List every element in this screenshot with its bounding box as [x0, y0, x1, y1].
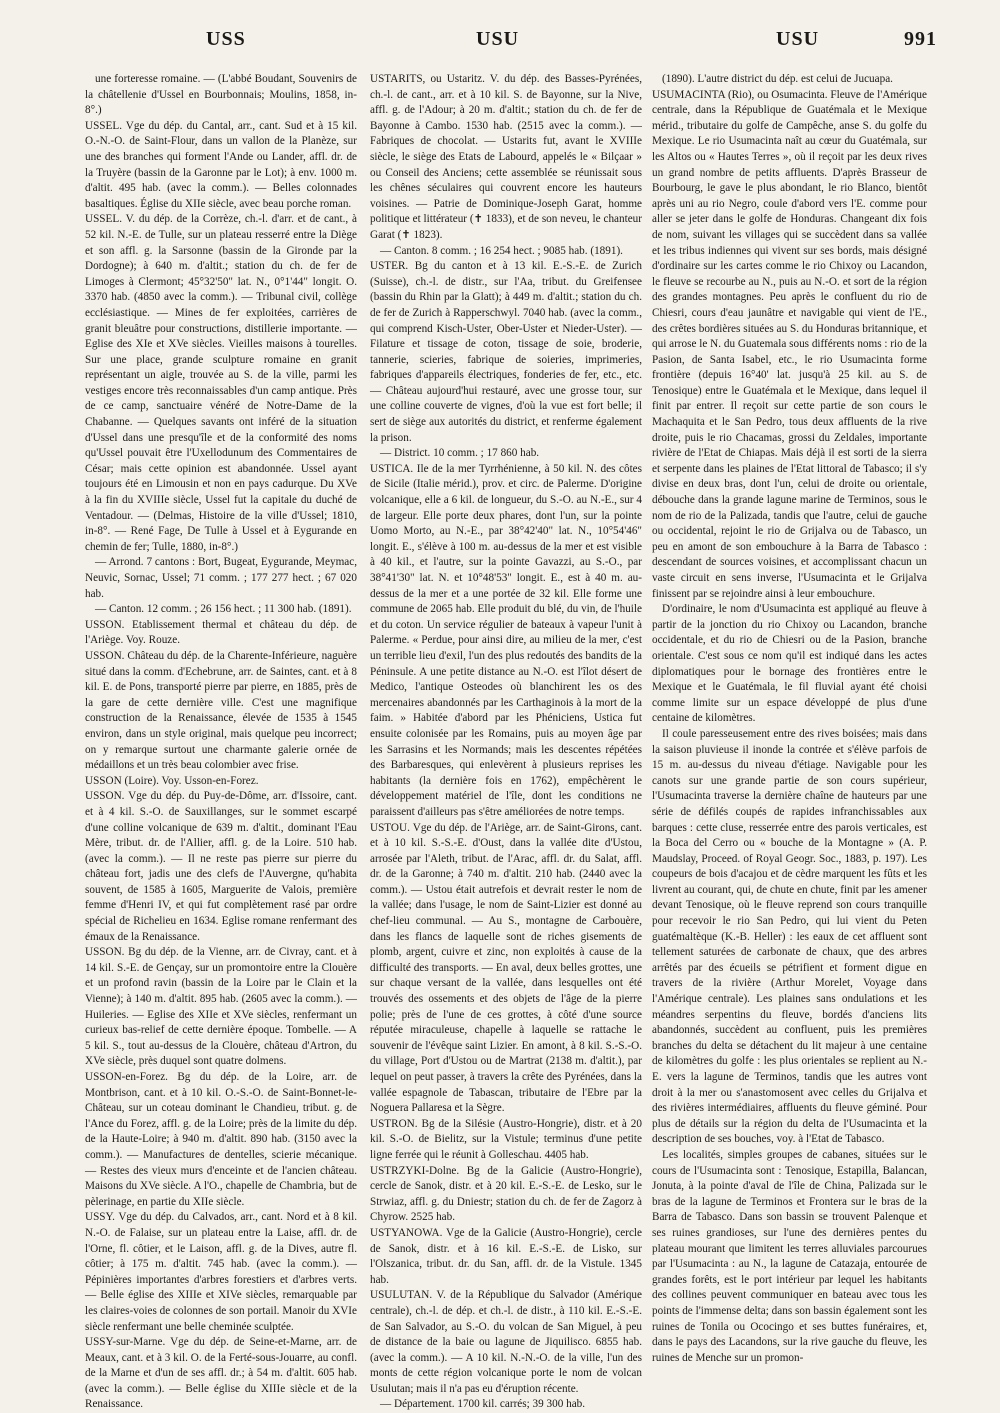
entry-paragraph: USSEL. V. du dép. de la Corrèze, ch.-l. d'arr. et de cant., à 52 kil. N.-E. de Tulle, sur un plateau resserré entre la Diège et son affl. g. la Sarsonne (bassin de la Gironde par la Dordogne); à 640 m. d'altit.; station du ch. de fer de Limoges à Clermont; 45°32'50" lat. N., 0°1'44" longit. O. 3370 hab. (4850 avec la comm.). — Tribunal civil, collège ecclésiastique. — Mines de fer exploitées, carrières de granit bleuâtre pour constructions, distillerie importante. — Eglise des XIe et XVe siècles. Vieilles maisons à tourelles. Sur une place, grande sculpture romaine en granit représentant un aigle, trouvée au S. de la ville, parmi les vestiges encore très reconnaissables d'un camp antique. Près de ce camp, sanctuaire vénéré de Notre-Dame de la Chabanne. — Quelques savants ont inféré de la situation d'Ussel dans une presqu'île et de la conformité des noms qu'Ussel pouvait être l'Uxellodunum des Commentaires de César; mais cette opinion est abandonnée. Ussel ayant toujours été en Limousin et non en pays cadurque. Du XVe à la fin du XVIIIe siècle, Ussel fut la capitale du duché de Ventadour. — (Delmas, Histoire de la ville d'Ussel; 1810, in-8°. — René Fage, De Tulle à Ussel et à Eygurande en chemin de fer; Tulle, 1880, in-8°.): [85, 213, 357, 553]
entry-paragraph: USSON. Vge du dép. du Puy-de-Dôme, arr. d'Issoire, cant. et à 4 kil. S.-O. de Sauxillanges, sur le sommet escarpé d'une colline volcanique de 639 m. d'altit., dominant l'Eau Mère, tribut. dr. de l'Allier, affl. g. de la Loire. 510 hab. (avec la comm.). — Il ne reste pas pierre sur pierre du château fort, jadis une des clefs de l'Auvergne, qu'habita souvent, de 1585 à 1605, Marguerite de Valois, première femme d'Henri IV, et qui fut complètement rasé par ordre spécial de Richelieu en 1634. Eglise romane renfermant des émaux de la Renaissance.: [85, 790, 357, 943]
entry-paragraph: USTARITS, ou Ustaritz. V. du dép. des Basses-Pyrénées, ch.-l. de cant., arr. et à 10 kil. S. de Bayonne, sur la Nive, affl. g. de l'Adour; à 20 m. d'altit.; station du ch. de fer de Bayonne à Cambo. 1530 hab. (2515 avec la comm.). — Fabriques de chocolat. — Ustarits fut, avant le XVIIIe siècle, le siège des Etats de Labourd, appelés le « Bilçaar » ou Conseil des Anciens; cette assemblée se réunissait sous les chênes séculaires qui couvrent encore les hauteurs voisines. — Patrie de Dominique-Joseph Garat, homme politique et littérateur (✝ 1833), et de son neveu, le chanteur Garat (✝ 1823).: [370, 73, 642, 241]
entry-paragraph: Il coule paresseusement entre des rives boisées; mais dans la saison pluvieuse il inonde la contrée et s'élève parfois de 15 m. au-dessus du niveau d'étiage. Navigable pour les canots sur une grande partie de son cours supérieur, l'Usumacinta traverse la dernière chaîne de hauteurs par une série de défilés coupés de rapides infranchissables aux barques : cette cluse, resserrée entre des parois verticales, est la Boca del Cerro ou « bouche de la Montagne » (A. P. Maudslay, Proceed. of Royal Geogr. Soc., 1883, p. 197). Les coupeurs de bois d'acajou et de cèdre marquent les fûts et les livrent au courant, qui, de chute en chute, finit par les amener devant Tenosique, où le fleuve reprend son cours tranquille pour recevoir le rio San Pedro, qui lui vient du Peten guatémaltèque (K.-B. Heller) : les eaux de cet affluent sont tellement saturées de carbonate de chaux, que des arbres arrêtés par des écueils se pétrifient et forment digue en travers de la rivière (Arthur Morelet, Voyage dans l'Amérique centrale). Les plaines sans ondulations et les méandres serpentins du fleuve, bordés d'anciens lits abandonnés, succèdent au confluent, puis les premières branches du delta se détachent du lit majeur à une centaine de kilomètres du golfe : les plus orientales se replient au N.-E. vers la lagune de Terminos, tandis que les autres vont droit à la mer ou s'anastomosent avec celles du Grijalva et des rivières intermédiaires, affluents du fleuve géminé. Pour plus de détails sur la région du delta de l'Usumacinta et la description de ses bouches, voy. à l'Etat de Tabasco.: [652, 727, 927, 1146]
entry-paragraph: USTOU. Vge du dép. de l'Ariège, arr. de Saint-Girons, cant. et à 10 kil. S.-S.-E. d'Oust, dans la vallée dite d'Ustou, arrosée par l'Aleth, tribut. de l'Arac, affl. dr. du Salat, affl. dr. de la Garonne; à 740 m. d'altit. 210 hab. (2440 avec la comm.). — Ustou était autrefois et devrait rester le nom de la vallée; dans l'usage, le nom de Saint-Lizier est donné au chef-lieu communal. — Au S., montagne de Carbouère, dans les flancs de laquelle sont de riches gisements de plomb, argent, cuivre et zinc, non exploités à cause de la difficulté des transports. — En aval, deux belles grottes, une sur chaque versant de la vallée, dans lesquelles ont été trouvés des ossements et des objets de l'âge de la pierre polie; près de l'une de ces grottes, à côté d'une source réputée miraculeuse, chapelle à laquelle se rattache le souvenir de l'évêque saint Lizier. En amont, à 8 kil. S.-S.-O. du village, Port d'Ustou ou de Martrat (2138 m. d'altit.), par lequel on peut passer, à travers la crête des Pyrénées, dans la vallée espagnole de Tabascan, tributaire de l'Ebre par la Noguera Pallaresa et la Sègre.: [370, 821, 642, 1115]
entry-paragraph: — District. 10 comm. ; 17 860 hab.: [380, 447, 540, 460]
entry-paragraph: USTYANOWA. Vge de la Galicie (Austro-Hongrie), cercle de Sanok, distr. et à 16 kil. E.-S.-E. de Lisko, sur l'Olszanica, tribut. dr. du San, affl. dr. de la Vistule. 1345 hab.: [370, 1226, 642, 1286]
entry-paragraph: USSY-sur-Marne. Vge du dép. de Seine-et-Marne, arr. de Meaux, cant. et à 3 kil. O. de la Ferté-sous-Jouarre, au confl. de la Marne et d'un de ses affl. dr.; à 54 m. d'altit. 605 hab. (avec la comm.). — Belle église du XIIIe siècle et de la Renaissance.: [85, 1336, 357, 1411]
entry-paragraph: USSON. Château du dép. de la Charente-Inférieure, naguère situé dans la comm. d'Echebrune, arr. de Saintes, cant. et à 8 kil. E. de Pons, transporté pierre par pierre, en 1885, près de la gare de cette dernière ville. C'est une magnifique construction de la Renaissance, élevée de 1535 à 1545 environ, dans un style original, mais quelque peu incorrect; on y remarque surtout une charmante galerie ornée de médaillons et un très beau colombier avec frise.: [85, 649, 357, 772]
header-center-guideword: USU: [476, 28, 520, 50]
text-column-right: [652, 72, 927, 1372]
entry-paragraph: — Canton. 8 comm. ; 16 254 hect. ; 9085 hab. (1891).: [380, 244, 623, 257]
page-number: 991: [904, 28, 937, 50]
entry-paragraph: USTER. Bg du canton et à 13 kil. E.-S.-E. de Zurich (Suisse), ch.-l. de distr., sur l'Aa, tribut. du Greifensee (bassin du Rhin par la Glatt); à 449 m. d'altit.; station du ch. de fer de Zurich à Rapperschwyl. 7040 hab. (avec la comm., qui comprend Kisch-Uster, Ober-Uster et Nieder-Uster). — Filature et tissage de coton, tissage de soie, broderie, tannerie, scieries, fabrique de soieries, imprimeries, fabriques d'appareils électriques, fonderies de fer, etc., etc. — Château aujourd'hui restauré, avec une grosse tour, sur une colline couverte de vignes, d'où la vue est fort belle; il sert de siège aux autorités du district, et renferme également la prison.: [370, 260, 642, 444]
entry-paragraph: — Département. 1700 kil. carrés; 39 300 hab.: [380, 1398, 586, 1411]
entry-paragraph: une forteresse romaine. — (L'abbé Boudant, Souvenirs de la châtellenie d'Ussel en Bourbonnais; Moulins, 1858, in-8°.): [85, 73, 357, 117]
entry-paragraph: — Canton. 12 comm. ; 26 156 hect. ; 11 300 hab. (1891).: [95, 603, 352, 616]
entry-paragraph: USULUTAN. V. de la République du Salvador (Amérique centrale), ch.-l. de dép. et ch.-l. de distr., à 110 kil. E.-S.-E. de San Salvador, au S.-O. du volcan de San Miguel, à peu de distance de la baie ou lagune de Jiquilisco. 6855 hab. (avec la comm.). — A 10 kil. N.-N.-O. de la ville, l'un des monts de cette région volcanique porte le nom de volcan Usulutan; mais il n'a pas eu d'éruption récente.: [370, 1289, 642, 1395]
text-column-left: [85, 72, 357, 1411]
entry-paragraph: USSON (Loire). Voy. Usson-en-Forez.: [85, 774, 259, 787]
entry-paragraph: Les localités, simples groupes de cabanes, situées sur le cours de l'Usumacinta sont : Tenosique, Estapilla, Balancan, Jonuta, à la pointe d'aval de l'île de China, Palizada sur le bras de la lagune de Terminos et Frontera sur le bras de la Barra de Tabasco. Dans son bassin se trouvent Palenque et ses ruines grandioses, sur l'une des dernières pentes du plateau mourant que limitent les terres alluviales parcourues par l'Usumacinta : au N., la lagune de Catazaja, entourée de grandes forêts, est le port intérieur par lequel les habitants des collines peuvent communiquer en bateau avec tous les points de l'immense delta; dans son bassin également sont les ruines de Tonila ou Ococingo et ses buttes funéraires, et, dans le pays des Lacandons, sur la rive gauche du fleuve, les ruines de Menche sur un promon-: [652, 1148, 927, 1364]
header-right-guideword: USU: [776, 28, 820, 50]
entry-paragraph: USSON. Etablissement thermal et château du dép. de l'Ariège. Voy. Rouze.: [85, 618, 357, 647]
header-left-guideword: USS: [206, 28, 246, 50]
entry-paragraph: USTRZYKI-Dolne. Bg de la Galicie (Austro-Hongrie), cercle de Sanok, distr. et à 20 kil. E.-S.-E. de Lesko, sur le Strwiaz, affl. g. du Dniestr; station du ch. de fer de Zagorz à Chyrow. 2525 hab.: [370, 1164, 642, 1224]
entry-paragraph: USTICA. Ile de la mer Tyrrhénienne, à 50 kil. N. des côtes de Sicile (Italie mérid.), prov. et circ. de Palerme. D'origine volcanique, elle a 6 kil. de longueur, du S.-O. au N.-E., sur 4 de largeur. Elle porte deux phares, dont l'un, sur la pointe Uomo Morto, au N.-E., par 38°42'40" lat. N., 10°54'46" longit. E., s'élève à 100 m. au-dessus de la mer et est visible à 40 kil., et l'autre, sur la pointe Gavazzi, au S.-O., par 38°41'30" lat. N. et 10°48'53" longit. E., est à 40 m. au-dessus de la mer et a une portée de 32 kil. Elle forme une commune de 2065 hab. Elle produit du blé, du vin, de l'huile et du coton. Un service régulier de bateaux à vapeur l'unit à Palerme. « Perdue, pour ainsi dire, au milieu de la mer, c'est un terrible lieu d'exil, l'un des plus redoutés des bandits de la Péninsule. A une petite distance au N.-O. est l'îlot désert de Medico, l'antique Osteodes où blanchirent les os des mercenaires abandonnés par les Carthaginois à la mort de la faim. » Habitée d'abord par les Phéniciens, Ustica fut ensuite colonisée par les Romains, puis au moyen âge par les Sarrasins et les Normands; mais les descentes répétées des Barbaresques, qui enlevèrent à plusieurs reprises les habitants (la dernière fois en 1762), empêchèrent le développement matériel de l'île, dont les conditions ne paraissent d'ailleurs pas s'être améliorées de notre temps.: [370, 462, 642, 818]
entry-paragraph: USSON. Bg du dép. de la Vienne, arr. de Civray, cant. et à 14 kil. S.-E. de Gençay, sur un promontoire entre la Clouère et un profond ravin (bassin de la Loire par le Clain et la Vienne); à 140 m. d'altit. 895 hab. (2605 avec la comm.). — Huileries. — Eglise des XIIe et XVe siècles, renfermant un curieux bas-relief de cette dernière époque. Tombelle. — A 5 kil. S., tout au-dessus de la Clouère, château d'Artron, du XVe siècle, près duquel sont quatre dolmens.: [85, 946, 357, 1068]
entry-paragraph: USUMACINTA (Rio), ou Osumacinta. Fleuve de l'Amérique centrale, dans la République de Guatémala et le Mexique mérid., tributaire du golfe de Campêche, anse S. du golfe du Mexique. Le rio Usumacinta naît au cœur du Guatémala, sur les Altos ou « Hautes Terres », où il reçoit par les deux rives un grand nombre de petits affluents. D'après Brasseur de Bourbourg, le gave le plus abondant, le rio Blanco, bientôt après uni au rio Negro, coule d'abord vers l'E. comme pour aller se jeter dans le golfe de Honduras. Changeant dix fois de nom, suivant les villages qui se succèdent dans sa vallée et les tribus indiennes qui vivent sur ses bords, mais désigné d'ordinaire sur les cartes comme le rio Chixoy ou Lacandon, le fleuve se recourbe au N., puis au N.-O. et sort de la région des grandes montagnes. Peu après le confluent du rio de Chiesri, cours d'eau jaunâtre et navigable qui vient de l'E., des crêtes bordières situées au S. du Honduras britannique, et qui arrose le N. du Guatemala sous différents noms : rio de la Pasion, de Santa Isabel, etc., le rio Usumacinta forme frontière (depuis 16°40' lat. jusqu'à 25 kil. au S. de Tenosique) entre le Guatémala et le Mexique, dans lequel il finit par entrer. Il reçoit sur cette partie de son cours le Machaquita et le San Pedro, tous deux affluents de la rive droite, puis le rio Chacamas, grossi du Zeldales, importante rivière de l'Etat de Chiapas. Mais déjà il est sorti de la sierra et serpente dans les plaines de l'Etat littoral de Tabasco; il s'y divise en deux bras, dont l'un, celui de droite ou orientale, débouche dans la grande lagune marine de Terminos, sous le nom de rio de la Palizada, tandis que l'autre, celui de gauche ou occidental, rejoint le rio de Grijalva ou de Tabasco, un peu en amont de son embouchure à la Barra de Tabasco : descendant de sources voisines, et accomplissant chacun un vaste circuit en sens inverse, l'Usumacinta et le Grijalva finissent par se rejoindre ainsi à leur embouchure.: [652, 88, 927, 600]
entry-paragraph: D'ordinaire, le nom d'Usumacinta est appliqué au fleuve à partir de la jonction du rio Chixoy ou Lacandon, branche occidentale, et du rio de Chiesri ou de la Pasion, branche orientale. C'est sous ce nom qu'il est indiqué dans les actes diplomatiques pour le bornage des frontières entre le Mexique et le Guatémala, le fil fluvial ayant été choisi comme limite sur un espace développé de plus d'une centaine de kilomètres.: [652, 603, 927, 725]
running-header: [0, 28, 1000, 58]
entry-paragraph: USSEL. Vge du dép. du Cantal, arr., cant. Sud et à 15 kil. O.-N.-O. de Saint-Flour, dans un vallon de la Planèze, sur une des branches qui forment l'Ande ou Lander, affl. dr. de la Truyère (bassin de la Garonne par le Lot); à env. 1000 m. d'altit. 495 hab. (avec la comm.). — Belles colonnades basaltiques. Église du XIIe siècle, avec beau porche roman.: [85, 119, 357, 210]
entry-paragraph: USTRON. Bg de la Silésie (Austro-Hongrie), distr. et à 20 kil. S.-O. de Bielitz, sur la Vistule; terminus d'une petite ligne ferrée qui le réunit à Golleschau. 4405 hab.: [370, 1117, 642, 1161]
text-column-middle: [370, 72, 642, 1411]
entry-paragraph: (1890). L'autre district du dép. est celui de Jucuapa.: [662, 73, 893, 85]
entry-paragraph: USSON-en-Forez. Bg du dép. de la Loire, arr. de Montbrison, cant. et à 10 kil. O.-S.-O. de Saint-Bonnet-le-Château, sur un coteau dominant le Chandieu, tribut. g. de l'Ance du Forez, affl. g. de la Loire; près de la limite du dép. de la Haute-Loire; à 940 m. d'altit. 890 hab. (3150 avec la comm.). — Manufactures de dentelles, scierie mécanique. — Restes des vieux murs d'enceinte et de l'ancien château. Maisons du XVe siècle. A l'O., chapelle de Chambria, but de pèlerinage, en partie du XIIe siècle.: [85, 1071, 357, 1208]
entry-paragraph: — Arrond. 7 cantons : Bort, Bugeat, Eygurande, Meymac, Neuvic, Sornac, Ussel; 71 comm. ; 177 277 hect. ; 67 020 hab.: [85, 556, 357, 600]
entry-paragraph: USSY. Vge du dép. du Calvados, arr., cant. Nord et à 8 kil. N.-O. de Falaise, sur un plateau entre la Laise, affl. dr. de l'Orne, fl. côtier, et le Laison, affl. g. de la Dives, autre fl. côtier; à 175 m. d'altit. 745 hab. (avec la comm.). — Pépinières importantes d'arbres forestiers et d'arbres verts. — Belle église des XIIIe et XIVe siècles, remarquable par les claires-voies de colonnes de son portail. Manoir du XVIe siècle renfermant une belle cheminée sculptée.: [85, 1211, 357, 1333]
